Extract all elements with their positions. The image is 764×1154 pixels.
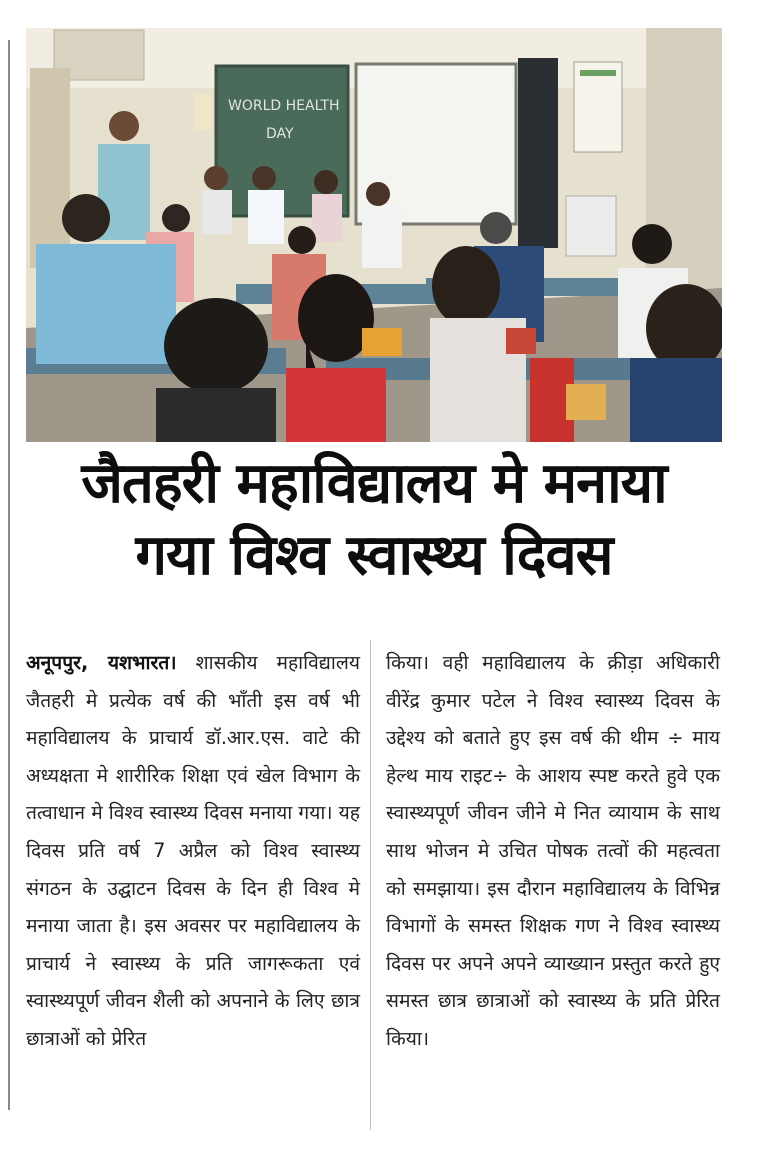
dateline: अनूपपुर, यशभारत।: [26, 651, 177, 674]
column-separator: [370, 640, 371, 1130]
article-column-1: [26, 644, 360, 1058]
column-2-text: किया। वही महाविद्यालय के क्रीड़ा अधिकारी वीरेंद्र कुमार पटेल ने विश्व स्वास्थ्य दिवस के उद्देश्य को बताते हुए इस वर्ष की थीम ÷ माय हेल्थ माय राइट÷ के आशय स्पष्ट करते हुवे एक स्वास्थ्यपूर्ण जीवन जीने मे नित व्यायाम के साथ साथ भोजन मे उचित पोषक तत्वों की महत्वता को समझाया। इस दौरान महाविद्यालय के विभिन्न विभागों के समस्त शिक्षक गण ने विश्व स्वास्थ्य दिवस पर अपने अपने व्याख्यान प्रस्तुत करते हुए समस्त छात्र छात्राओं को स्वास्थ्य के प्रति प्रेरित किया।: [386, 651, 720, 1050]
headline-line-1: जैतहरी महाविद्यालय मे मनाया: [81, 451, 667, 516]
news-photo: [26, 28, 722, 442]
svg-text:WORLD HEALTH: WORLD HEALTH: [228, 98, 340, 114]
article-headline: [24, 448, 724, 592]
svg-text:DAY: DAY: [266, 126, 294, 142]
column-1-text: शासकीय महाविद्यालय जैतहरी मे प्रत्येक वर्ष की भाँती इस वर्ष भी महाविद्यालय के प्राचार्य डॉ.आर.एस. वाटे की अध्यक्षता मे शारीरिक शिक्षा एवं खेल विभाग के तत्वाधान मे विश्व स्वास्थ्य दिवस मनाया गया। यह दिवस प्रति वर्ष 7 अप्रैल को विश्व स्वास्थ्य संगठन के उद्घाटन दिवस के दिन ही विश्व मे मनाया जाता है। इस अवसर पर महाविद्यालय के प्राचार्य ने स्वास्थ्य के प्रति जागरूकता एवं स्वास्थ्यपूर्ण जीवन शैली को अपनाने के लिए छात्र छात्राओं को प्रेरित: [26, 651, 360, 1050]
page-left-rule: [8, 40, 10, 1110]
article-column-2: [386, 644, 720, 1058]
headline-line-2: गया विश्व स्वास्थ्य दिवस: [135, 523, 613, 588]
